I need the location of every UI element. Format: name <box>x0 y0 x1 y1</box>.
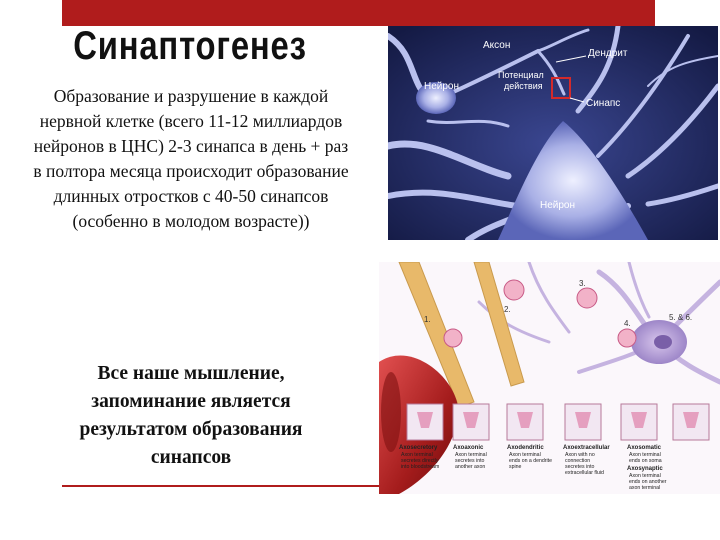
synapse-types-illustration <box>379 262 720 494</box>
slide-title: Синаптогенез <box>73 24 307 68</box>
caption-line: Axon terminal <box>509 452 541 458</box>
caption-title: Axosomatic <box>627 445 662 451</box>
conclusion-line: Все наше мышление, <box>97 363 285 384</box>
conclusion-line: запоминание является <box>91 391 291 412</box>
caption-line: into bloodstream <box>401 464 440 470</box>
caption-title: Axosynaptic <box>627 466 663 472</box>
caption-line: ends on soma <box>629 458 662 464</box>
paragraph-line: Образование и разрушение в каждой <box>53 86 329 106</box>
label-synapse: Синапс <box>586 98 621 109</box>
paragraph-line: (особенно в молодом возрасте)) <box>72 211 310 231</box>
synapse-knob-2 <box>504 280 524 300</box>
number-label: 2. <box>504 305 511 314</box>
description-paragraph <box>2 84 380 234</box>
caption-line: Axon terminal <box>455 452 487 458</box>
caption-line: Axon terminal <box>629 452 661 458</box>
caption-title: Axosecretory <box>399 445 438 451</box>
label-potential-line1: Потенциал <box>498 70 544 80</box>
caption-line: Axon terminal <box>401 452 433 458</box>
paragraph-line: нервной клетке (всего 11-12 миллиардов <box>39 111 343 131</box>
caption-line: ends on a dendrite <box>509 458 552 464</box>
caption-line: Axon with no <box>565 452 595 458</box>
caption-title: Axodendritic <box>507 445 544 451</box>
conclusion-line: синапсов <box>150 447 232 468</box>
label-potential-line2: действия <box>504 81 543 91</box>
paragraph-line: в полтора месяца происходит образование <box>33 161 349 181</box>
caption-line: ends on another <box>629 479 667 485</box>
caption-line: secretes directly <box>401 458 439 464</box>
cell-nucleus <box>654 335 672 349</box>
caption-line: Axon terminal <box>629 473 661 479</box>
conclusion-line: результатом образования <box>79 419 303 440</box>
caption-line: axon terminal <box>629 485 661 491</box>
caption-line: spine <box>509 464 522 470</box>
number-label: 5. & 6. <box>669 313 693 322</box>
number-label: 3. <box>579 279 586 288</box>
caption-line: secretes into <box>565 464 595 470</box>
caption-title: Axoextracellular <box>563 445 610 451</box>
blood-vessel-opening <box>381 372 401 452</box>
synapse-knob-1 <box>444 329 462 347</box>
caption-line: extracellular fluid <box>565 470 604 476</box>
neuron-illustration <box>388 26 718 240</box>
paragraph-line: нейронов в ЦНС) 2-3 синапса в день + раз <box>33 136 349 156</box>
bottom-accent-rule <box>62 485 380 487</box>
top-accent-bar <box>62 0 655 26</box>
synapse-knob-3 <box>577 288 597 308</box>
label-neuron-bottom: Нейрон <box>540 200 576 211</box>
caption-title: Axoaxonic <box>453 445 484 451</box>
conclusion-text <box>20 360 362 472</box>
number-label: 4. <box>624 319 631 328</box>
caption-line: another axon <box>455 464 486 470</box>
label-dendrite: Дендрит <box>588 48 628 59</box>
paragraph-line: длинных отростков с 40-50 синапсов <box>53 186 329 206</box>
synapse-knob-4 <box>618 329 636 347</box>
label-neuron-left: Нейрон <box>424 81 460 92</box>
label-axon: Аксон <box>483 40 511 51</box>
number-label: 1. <box>424 315 431 324</box>
caption-line: connection <box>565 458 591 464</box>
caption-line: secretes into <box>455 458 485 464</box>
